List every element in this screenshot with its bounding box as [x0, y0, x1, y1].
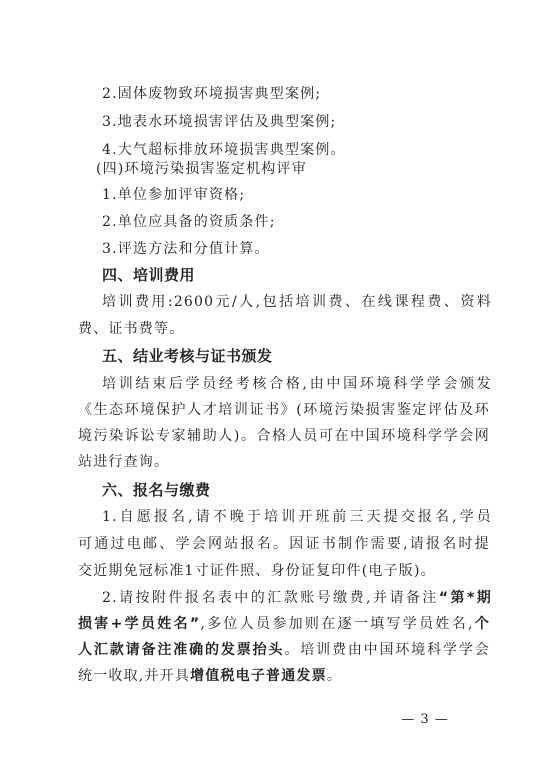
section-5-line-1: 培训结束后学员经考核合格,由中国环境科学学会颁发: [102, 376, 492, 392]
p2-line1-text: 2.请按附件报名表中的汇款账号缴费,并请备注: [102, 590, 439, 606]
section-6-p2-line-4: [78, 666, 490, 686]
section-6-p2-line-1: [102, 588, 492, 608]
item-unit-conditions: 2.单位应具备的资质条件;: [102, 214, 276, 230]
section-6-p2-line-3: [78, 640, 490, 660]
item-evaluation-method: 3.评选方法和分值计算。: [102, 241, 270, 257]
p2-line4-text: 统一收取,并开具: [78, 668, 191, 684]
item-solid-waste: 2.固体废物致环境损害典型案例;: [102, 86, 322, 102]
section-6-p1-line-1: 1.自愿报名,请不晚于培训开班前三天提交报名,学员: [102, 509, 492, 525]
section-4-line-2: 费、证书费等。: [78, 321, 185, 337]
section-4-heading: 四、培训费用: [102, 266, 196, 284]
p2-line2-bold-end: 个: [473, 616, 491, 632]
section-6-heading: 六、报名与缴费: [102, 481, 211, 499]
section-5-line-2: 《生态环境保护人才培训证书》(环境污染损害鉴定评估及环: [78, 402, 490, 418]
item-unit-qualification: 1.单位参加评审资格;: [102, 187, 246, 203]
section-5-heading: 五、结业考核与证书颁发: [102, 347, 273, 365]
p2-line1-bold: “第*期: [438, 590, 492, 606]
p2-line2-bold: 损害+学员姓名”: [78, 616, 201, 632]
p2-line4-bold: 增值税电子普通发票: [190, 668, 327, 684]
section-5-line-3: 境污染诉讼专家辅助人)。合格人员可在中国环境科学学会网: [78, 428, 490, 444]
p2-line2-text: ,多位人员参加则在逐一填写学员姓名,: [200, 616, 474, 632]
section-6-p1-line-2: 可通过电邮、学会网站报名。因证书制作需要,请报名时提: [78, 536, 490, 552]
p2-line3-text: 。培训费由中国环境科学学会: [284, 642, 490, 658]
section-5-line-4: 站进行查询。: [78, 454, 170, 470]
subsection-title: (四)环境污染损害鉴定机构评审: [96, 161, 307, 177]
item-air-emission: 4.大气超标排放环境损害典型案例。: [102, 142, 346, 158]
page-number: — 3 —: [401, 712, 449, 727]
p2-line3-bold: 人汇款请备注准确的发票抬头: [78, 642, 285, 658]
section-4-line-1: 培训费用:2600元/人,包括培训费、在线课程费、资料: [102, 294, 492, 310]
section-6-p2-line-2: [78, 614, 490, 634]
section-6-p1-line-3: 交近期免冠标准1寸证件照、身份证复印件(电子版)。: [78, 563, 436, 579]
item-surface-water: 3.地表水环境损害评估及典型案例;: [102, 114, 337, 130]
p2-line4-end: 。: [326, 668, 343, 684]
